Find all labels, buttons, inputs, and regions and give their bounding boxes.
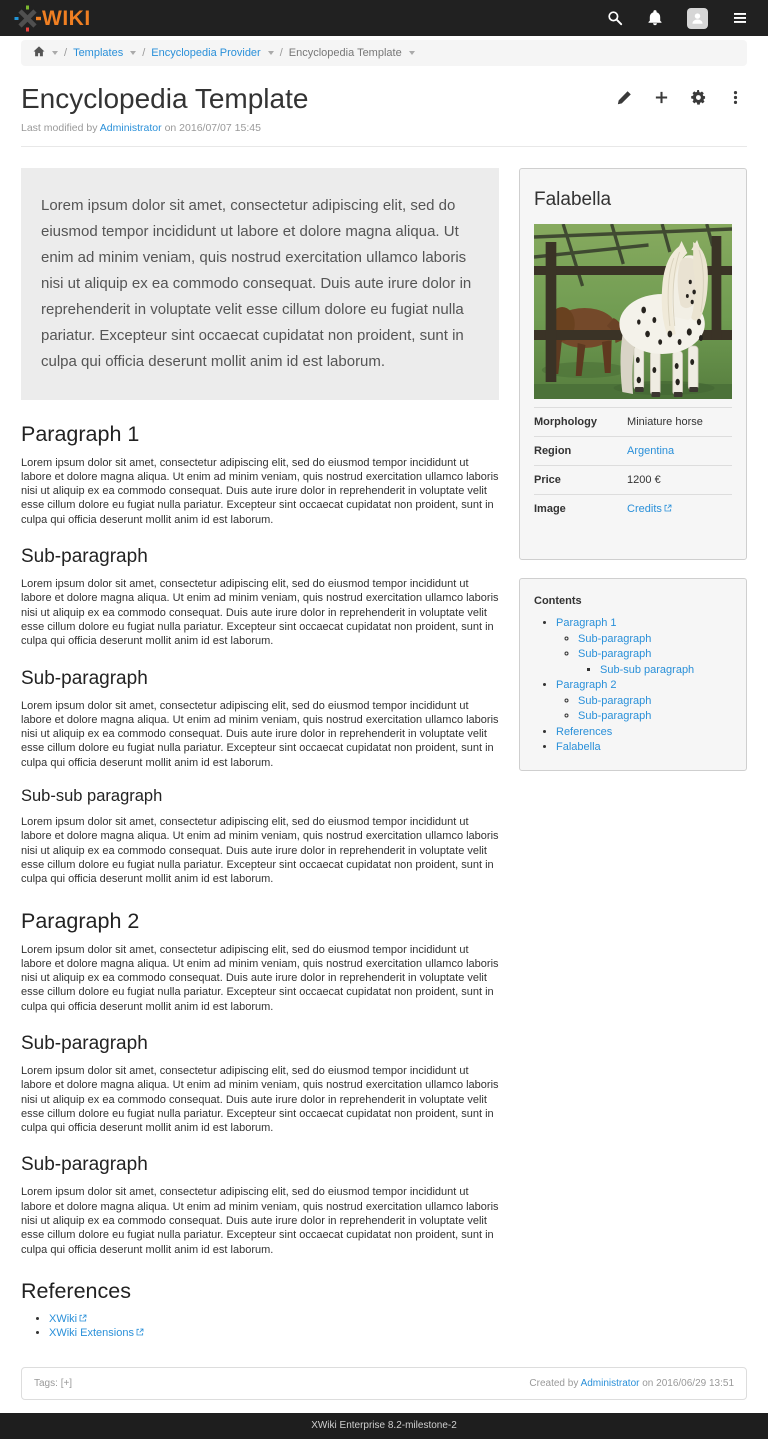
edit-icon[interactable]	[617, 90, 632, 105]
section-heading: Sub-sub paragraph	[21, 787, 163, 806]
toc-link-falabella[interactable]: Falabella	[556, 741, 601, 754]
menu-icon[interactable]	[732, 10, 748, 26]
header-divider	[21, 146, 747, 147]
list-item	[578, 709, 732, 724]
section-body: Lorem ipsum dolor sit amet, consectetur adipiscing elit, sed do eiusmod tempor incididunt ut labore et dolore magna aliqua. Ut enim ad minim veniam, quis nostrud exercitation ullamco laboris nisi ut aliquip ex ea commodo consequat. Duis aute irure dolor in reprehenderit in voluptate velit esse cillum dolore eu fugiat nulla pariatur. Excepteur sint occaecat cupidatat non proident, sunt in culpa qui officia deserunt mollit anim id est laborum.	[21, 456, 499, 526]
more-icon[interactable]	[728, 90, 743, 105]
document-content	[21, 168, 499, 1341]
external-link-icon	[664, 504, 672, 512]
bell-icon[interactable]	[647, 10, 663, 26]
infobox-table	[534, 407, 732, 523]
section-sub-sub-paragraph	[21, 787, 499, 886]
tags-area	[34, 1378, 72, 1389]
reference-link-xwiki-extensions[interactable]: XWiki Extensions	[49, 1326, 134, 1339]
toc-link-sub-sub-paragraph[interactable]: Sub-sub paragraph	[600, 663, 695, 676]
table-row	[534, 408, 732, 437]
section-heading: Sub-paragraph	[21, 1154, 148, 1176]
list-item	[578, 647, 732, 677]
version-text: XWiki Enterprise 8.2-milestone-2	[311, 1419, 457, 1431]
list-item	[556, 616, 732, 677]
created-by-user-link[interactable]: Administrator	[580, 1377, 640, 1389]
breadcrumb: / Templates / Encyclopedia Provider / Encyclopedia Template	[21, 40, 747, 66]
infobox-panel	[519, 168, 747, 560]
search-icon[interactable]	[607, 10, 623, 26]
add-tag-button[interactable]: [+]	[60, 1377, 73, 1389]
infobox-label: Morphology	[534, 416, 597, 428]
infobox-value: 1200 €	[627, 474, 661, 486]
reference-link-xwiki[interactable]: XWiki	[49, 1312, 78, 1325]
references-heading: References	[21, 1278, 131, 1303]
caret-down-icon[interactable]	[130, 51, 136, 55]
toc-list	[534, 616, 732, 755]
user-avatar[interactable]	[687, 8, 708, 29]
table-row	[534, 466, 732, 495]
top-navbar	[0, 0, 768, 36]
section-body: Lorem ipsum dolor sit amet, consectetur adipiscing elit, sed do eiusmod tempor incididunt ut labore et dolore magna aliqua. Ut enim ad minim veniam, quis nostrud exercitation ullamco laboris nisi ut aliquip ex ea commodo consequat. Duis aute irure dolor in reprehenderit in voluptate velit esse cillum dolore eu fugiat nulla pariatur. Excepteur sint occaecat cupidatat non proident, sunt in culpa qui officia deserunt mollit anim id est laborum.	[21, 943, 499, 1013]
version-footer	[0, 1413, 768, 1439]
section-sub-paragraph-3	[21, 1033, 499, 1135]
modified-by-user-link[interactable]: Administrator	[99, 122, 162, 134]
contents-panel	[519, 578, 747, 771]
toc-link-sub-paragraph[interactable]: Sub-paragraph	[578, 632, 652, 645]
infobox-title: Falabella	[534, 189, 612, 210]
region-link[interactable]: Argentina	[627, 445, 675, 457]
breadcrumb-home[interactable]	[33, 46, 45, 60]
section-body: Lorem ipsum dolor sit amet, consectetur adipiscing elit, sed do eiusmod tempor incididunt ut labore et dolore magna aliqua. Ut enim ad minim veniam, quis nostrud exercitation ullamco laboris nisi ut aliquip ex ea commodo consequat. Duis aute irure dolor in reprehenderit in voluptate velit esse cillum dolore eu fugiat nulla pariatur. Excepteur sint occaecat cupidatat non proident, sunt in culpa qui officia deserunt mollit anim id est laborum.	[21, 816, 499, 886]
add-icon[interactable]	[654, 90, 669, 105]
infobox-label: Image	[534, 503, 566, 515]
section-heading: Sub-paragraph	[21, 546, 148, 568]
infobox-value: Miniature horse	[627, 416, 703, 428]
person-icon	[690, 11, 705, 26]
caret-down-icon[interactable]	[52, 51, 58, 55]
tags-label: Tags:	[34, 1377, 58, 1389]
section-sub-paragraph-2	[21, 668, 499, 770]
created-prefix: Created by	[529, 1377, 581, 1389]
caret-down-icon[interactable]	[409, 51, 415, 55]
list-item	[578, 632, 732, 647]
last-modified-line	[21, 122, 747, 134]
section-heading: Paragraph 2	[21, 908, 140, 933]
created-line	[529, 1378, 734, 1389]
toc-link-sub-paragraph[interactable]: Sub-paragraph	[578, 648, 652, 661]
breadcrumb-item-encyclopedia-provider[interactable]: Encyclopedia Provider	[151, 47, 261, 59]
list-item	[556, 725, 732, 740]
infobox-label: Region	[534, 445, 572, 457]
lead-paragraph: Lorem ipsum dolor sit amet, consectetur adipiscing elit, sed do eiusmod tempor incididunt ut labore et dolore magna aliqua. Ut enim ad minim veniam, quis nostrud exercitation ullamco laboris nisi ut aliquip ex ea commodo consequat. Duis aute irure dolor in reprehenderit in voluptate velit esse cillum dolore eu fugiat nulla pariatur. Excepteur sint occaecat cupidatat non proident, sunt in culpa qui officia deserunt mollit anim id est laborum.	[21, 168, 499, 400]
section-body: Lorem ipsum dolor sit amet, consectetur adipiscing elit, sed do eiusmod tempor incididunt ut labore et dolore magna aliqua. Ut enim ad minim veniam, quis nostrud exercitation ullamco laboris nisi ut aliquip ex ea commodo consequat. Duis aute irure dolor in reprehenderit in voluptate velit esse cillum dolore eu fugiat nulla pariatur. Excepteur sint occaecat cupidatat non proident, sunt in culpa qui officia deserunt mollit anim id est laborum.	[21, 1064, 499, 1135]
external-link-icon	[136, 1328, 144, 1336]
created-date: on 2016/06/29 13:51	[639, 1377, 734, 1389]
toc-link-paragraph-1[interactable]: Paragraph 1	[556, 617, 617, 629]
home-icon	[33, 46, 45, 57]
breadcrumb-item-templates[interactable]: Templates	[73, 47, 124, 59]
section-body: Lorem ipsum dolor sit amet, consectetur adipiscing elit, sed do eiusmod tempor incididunt ut labore et dolore magna aliqua. Ut enim ad minim veniam, quis nostrud exercitation ullamco laboris nisi ut aliquip ex ea commodo consequat. Duis aute irure dolor in reprehenderit in voluptate velit esse cillum dolore eu fugiat nulla pariatur. Excepteur sint occaecat cupidatat non proident, sunt in culpa qui officia deserunt mollit anim id est laborum.	[21, 699, 499, 769]
toc-link-paragraph-2[interactable]: Paragraph 2	[556, 679, 617, 692]
references-list	[21, 1313, 499, 1339]
list-item	[578, 694, 732, 709]
list-item	[556, 740, 732, 755]
right-panels	[519, 168, 747, 789]
section-body: Lorem ipsum dolor sit amet, consectetur adipiscing elit, sed do eiusmod tempor incididunt ut labore et dolore magna aliqua. Ut enim ad minim veniam, quis nostrud exercitation ullamco laboris nisi ut aliquip ex ea commodo consequat. Duis aute irure dolor in reprehenderit in voluptate velit esse cillum dolore eu fugiat nulla pariatur. Excepteur sint occaecat cupidatat non proident, sunt in culpa qui officia deserunt mollit anim id est laborum.	[21, 578, 499, 648]
settings-icon[interactable]	[691, 90, 706, 105]
list-item	[49, 1327, 499, 1339]
section-sub-paragraph-1	[21, 546, 499, 648]
page-actions	[617, 90, 747, 105]
xwiki-logo-x-icon	[14, 5, 41, 32]
toc-link-sub-paragraph[interactable]: Sub-paragraph	[578, 710, 652, 723]
modified-date: on 2016/07/07 15:45	[161, 122, 261, 134]
list-item	[600, 663, 732, 678]
list-item	[49, 1313, 499, 1325]
section-heading: Paragraph 1	[21, 421, 140, 446]
toc-link-references[interactable]: References	[556, 725, 613, 738]
table-row	[534, 437, 732, 466]
toc-link-sub-paragraph[interactable]: Sub-paragraph	[578, 694, 652, 707]
section-body: Lorem ipsum dolor sit amet, consectetur adipiscing elit, sed do eiusmod tempor incididunt ut labore et dolore magna aliqua. Ut enim ad minim veniam, quis nostrud exercitation ullamco laboris nisi ut aliquip ex ea commodo consequat. Duis aute irure dolor in reprehenderit in voluptate velit esse cillum dolore eu fugiat nulla pariatur. Excepteur sint occaecat cupidatat non proident, sunt in culpa qui officia deserunt mollit anim id est laborum.	[21, 1186, 499, 1256]
table-row	[534, 495, 732, 524]
section-heading: Sub-paragraph	[21, 1032, 148, 1054]
breadcrumb-item-current: Encyclopedia Template	[288, 47, 402, 59]
modified-prefix: Last modified by	[21, 122, 100, 134]
list-item	[556, 678, 732, 724]
infobox-label: Price	[534, 474, 561, 486]
page-title: Encyclopedia Template	[21, 83, 309, 114]
image-credits-link[interactable]: Credits	[627, 503, 662, 515]
falabella-photo	[534, 224, 732, 399]
section-sub-paragraph-4	[21, 1154, 499, 1256]
section-paragraph-1	[21, 422, 499, 527]
document-footer	[21, 1367, 747, 1400]
section-heading: Sub-paragraph	[21, 667, 148, 689]
caret-down-icon[interactable]	[268, 51, 274, 55]
xwiki-logo[interactable]	[14, 5, 91, 32]
contents-title: Contents	[534, 595, 582, 607]
section-paragraph-2	[21, 909, 499, 1014]
xwiki-logo-text: WIKI	[42, 6, 91, 30]
external-link-icon	[79, 1314, 87, 1322]
